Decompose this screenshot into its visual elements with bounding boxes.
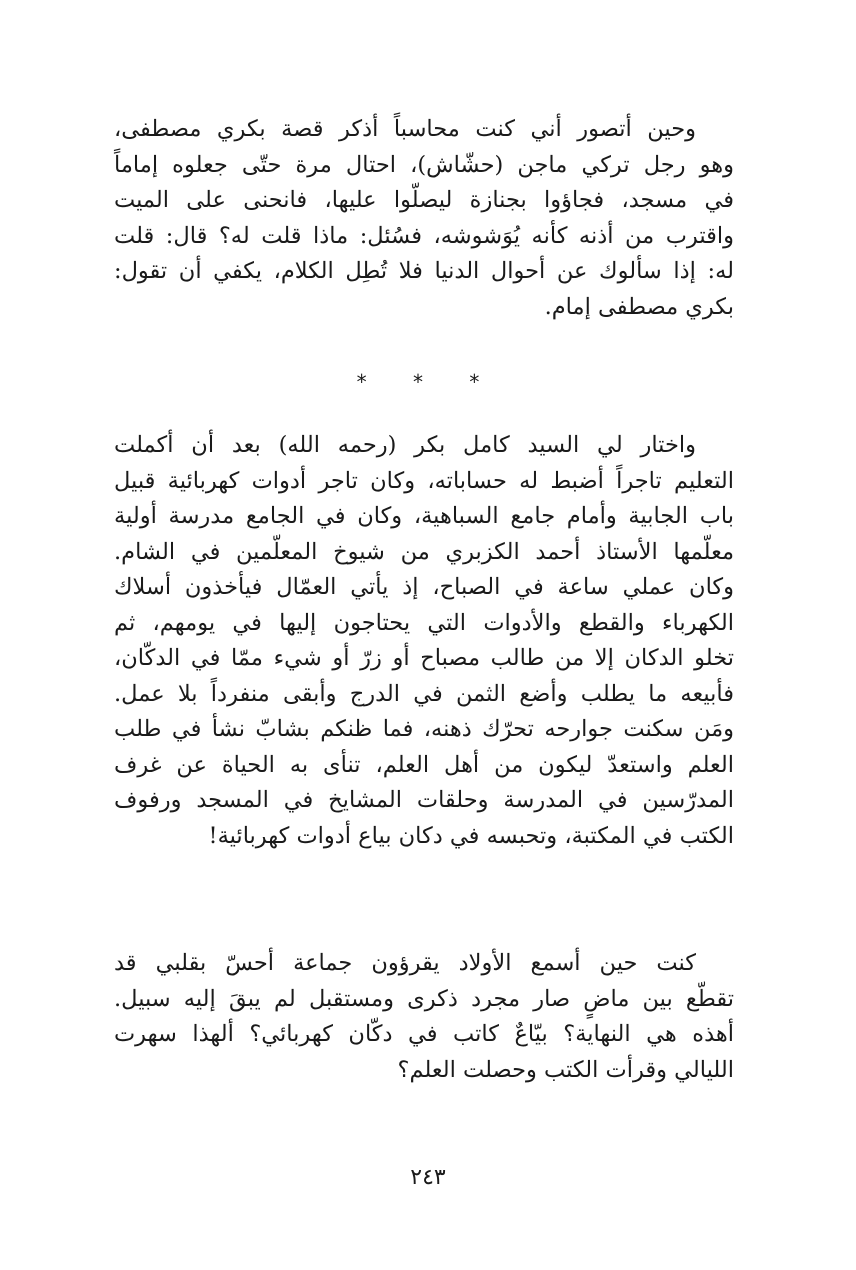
paragraph-line: وحين أتصور أني كنت محاسباً أذكر قصة بكري مصطفى، <box>114 116 696 142</box>
paragraph-line: معلّمها الأستاذ أحمد الكزبري من شيوخ المعلّمين في الشام. <box>114 538 734 565</box>
paragraph-line: المدرّسين في المدرسة وحلقات المشايخ في المسجد ورفوف <box>114 787 734 813</box>
paragraph-line: فأبيعه ما يطلب وأضع الثمن في الدرج وأبقى منفرداً بلا عمل. <box>114 680 734 707</box>
paragraph-line: ومَن سكنت جوارحه تحرّك ذهنه، فما ظنكم بشابّ نشأ في طلب <box>114 716 734 742</box>
paragraph-line: تخلو الدكان إلا من طالب مصباح أو زرّ أو شيء ممّا في الدكّان، <box>114 645 734 671</box>
paragraph-line: أهذه هي النهاية؟ بيّاعٌ كاتب في دكّان كهربائي؟ ألهذا سهرت <box>114 1021 734 1047</box>
section-separator: * * * <box>356 370 500 394</box>
paragraph-line: في مسجد، فجاؤوا بجنازة ليصلّوا عليها، فانحنى على الميت <box>114 187 734 213</box>
paragraph-line: الكهرباء والقطع والأدوات التي يحتاجون إليها في يومهم، ثم <box>114 609 734 636</box>
paragraph-line: له: إذا سألوك عن أحوال الدنيا فلا تُطِل الكلام، يكفي أن تقول: <box>114 258 734 284</box>
paragraph-line: باب الجابية وأمام جامع السباهية، وكان في الجامع مدرسة أولية <box>114 503 734 529</box>
paragraph-1 <box>114 112 734 325</box>
paragraph-line: الليالي وقرأت الكتب وحصلت العلم؟ <box>397 1056 734 1083</box>
paragraph-3 <box>114 946 734 1088</box>
paragraph-line: واختار لي السيد كامل بكر (رحمه الله) بعد أن أكملت <box>114 432 696 458</box>
paragraph-line: وكان عملي ساعة في الصباح، إذ يأتي العمّال فيأخذون أسلاك <box>114 574 734 600</box>
paragraph-line: العلم واستعدّ ليكون من أهل العلم، تنأى به الحياة عن غرف <box>114 751 734 778</box>
paragraph-line: الكتب في المكتبة، وتحبسه في دكان بياع أدوات كهربائية! <box>208 822 734 849</box>
page-number: ٢٤٣ <box>410 1165 446 1190</box>
paragraph-line: بكري مصطفى إمام. <box>544 293 734 320</box>
paragraph-line: وهو رجل تركي ماجن (حشّاش)، احتال مرة حتّى جعلوه إماماً <box>114 151 734 178</box>
paragraph-line: واقترب من أذنه كأنه يُوَشوشه، فسُئل: ماذا قلت له؟ قال: قلت <box>114 222 734 249</box>
paragraph-line: التعليم تاجراً أضبط له حساباته، وكان تاجر أدوات كهربائية قبيل <box>114 467 734 494</box>
paragraph-line: تقطّع بين ماضٍ صار مجرد ذكرى ومستقبل لم يبقَ إليه سبيل. <box>114 985 734 1012</box>
paragraph-line: كنت حين أسمع الأولاد يقرؤون جماعة أحسّ بقلبي قد <box>114 950 696 976</box>
paragraph-2 <box>114 428 734 854</box>
